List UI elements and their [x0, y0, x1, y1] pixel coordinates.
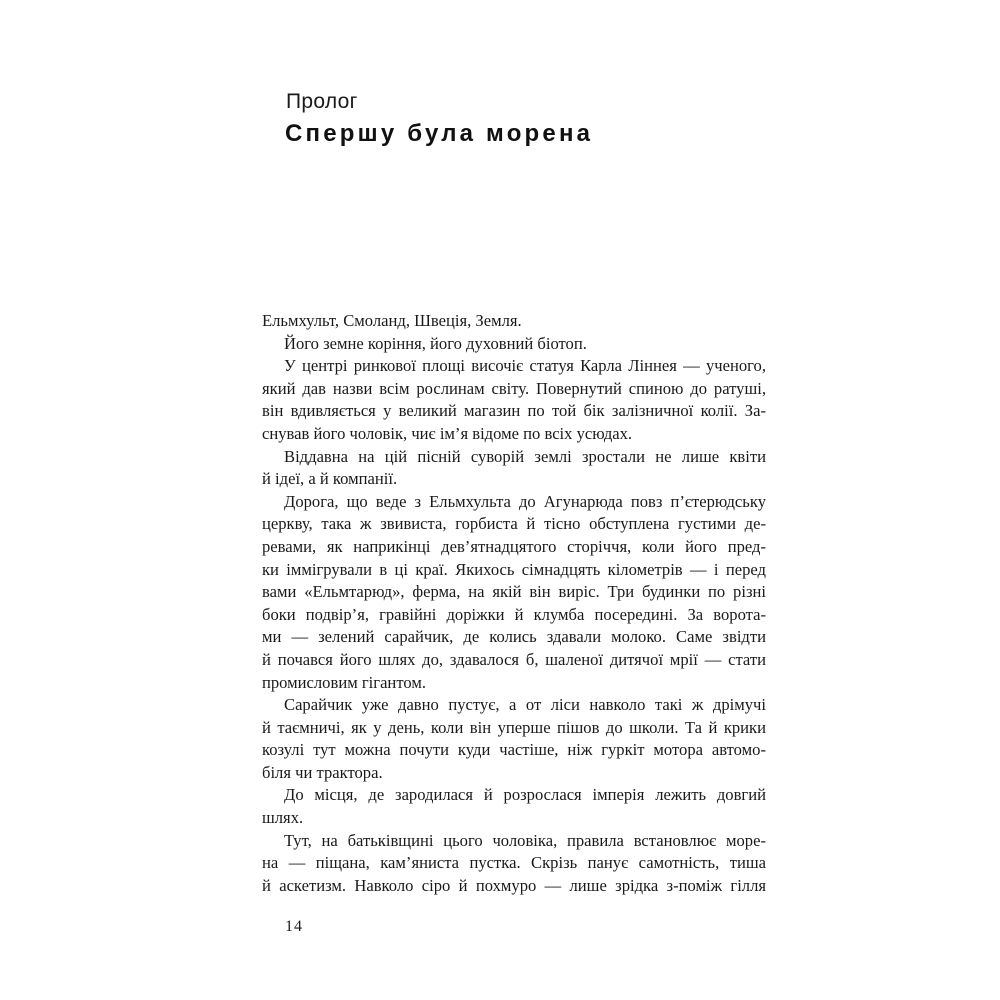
- text-line: на — піщана, кам’яниста пустка. Скрізь панує самотність, тиша: [262, 853, 766, 873]
- paragraph: [262, 333, 766, 356]
- paragraph: [262, 830, 766, 898]
- text-line: До місця, де зародилася й розрослася імперія лежить довгий: [284, 785, 766, 805]
- text-line: козулі тут можна почути куди частіше, ніж гуркіт мотора автомо-: [262, 740, 766, 760]
- text-line: Віддавна на цій пісній суворій землі зростали не лише квіти: [284, 446, 766, 466]
- paragraph: [262, 310, 766, 333]
- chapter-title: Спершу була морена: [285, 120, 594, 147]
- text-line: й почався його шлях до, здавалося б, шаленої дитячої мрії — стати: [262, 649, 766, 669]
- paragraph: [262, 784, 766, 829]
- text-line: снував його чоловік, чиє ім’я відоме по всіх усюдах.: [262, 423, 633, 443]
- text-line: й таємничі, як у день, коли він уперше пішов до школи. Та й крики: [262, 717, 766, 737]
- text-line: шлях.: [262, 808, 304, 828]
- page-number: 14: [285, 918, 303, 935]
- text-line: біля чи трактора.: [262, 762, 383, 782]
- text-line: ки іммігрували в ці краї. Якихось сімнадцять кілометрів — і перед: [262, 559, 766, 579]
- text-line: й аскетизм. Навколо сіро й похмуро — лише зрідка з-поміж гілля: [262, 875, 766, 895]
- text-line: Ельмхульт, Смоланд, Швеція, Земля.: [262, 311, 522, 330]
- text-line: церкву, така ж звивиста, горбиста й тісно обступлена густими де-: [262, 514, 766, 534]
- text-line: ми — зелений сарайчик, де колись здавали молоко. Саме звідти: [262, 627, 766, 647]
- text-line: боки подвір’я, гравійні доріжки й клумба посередині. За ворота-: [262, 604, 766, 624]
- text-line: ревами, як наприкінці дев’ятнадцятого сторіччя, коли його пред-: [262, 536, 766, 556]
- text-line: який дав назви всім рослинам світу. Повернутий спиною до ратуші,: [262, 378, 766, 398]
- paragraph: [262, 491, 766, 694]
- text-line: У центрі ринкової площі височіє статуя Карла Ліннея — ученого,: [284, 356, 766, 376]
- text-line: Сарайчик уже давно пустує, а от ліси навколо такі ж дрімучі: [284, 695, 766, 715]
- text-line: він вдивляється у великий магазин по той бік залізничної колії. За-: [262, 401, 766, 421]
- chapter-label: Пролог: [286, 90, 358, 113]
- paragraph: [262, 446, 766, 491]
- paragraph: [262, 355, 766, 445]
- paragraph: [262, 694, 766, 784]
- text-line: й ідеї, а й компанії.: [262, 469, 398, 489]
- text-line: Тут, на батьківщині цього чоловіка, правила встановлює море-: [284, 830, 766, 850]
- text-line: Дорога, що веде з Ельмхульта до Агунарюда повз п’єтерюдську: [284, 491, 766, 511]
- text-line: вами «Ельмтарюд», ферма, на якій він виріс. Три будинки по різні: [262, 582, 766, 602]
- text-line: промисловим гігантом.: [262, 672, 426, 692]
- text-line: Його земне коріння, його духовний біотоп.: [284, 333, 587, 353]
- body-text: [262, 310, 766, 897]
